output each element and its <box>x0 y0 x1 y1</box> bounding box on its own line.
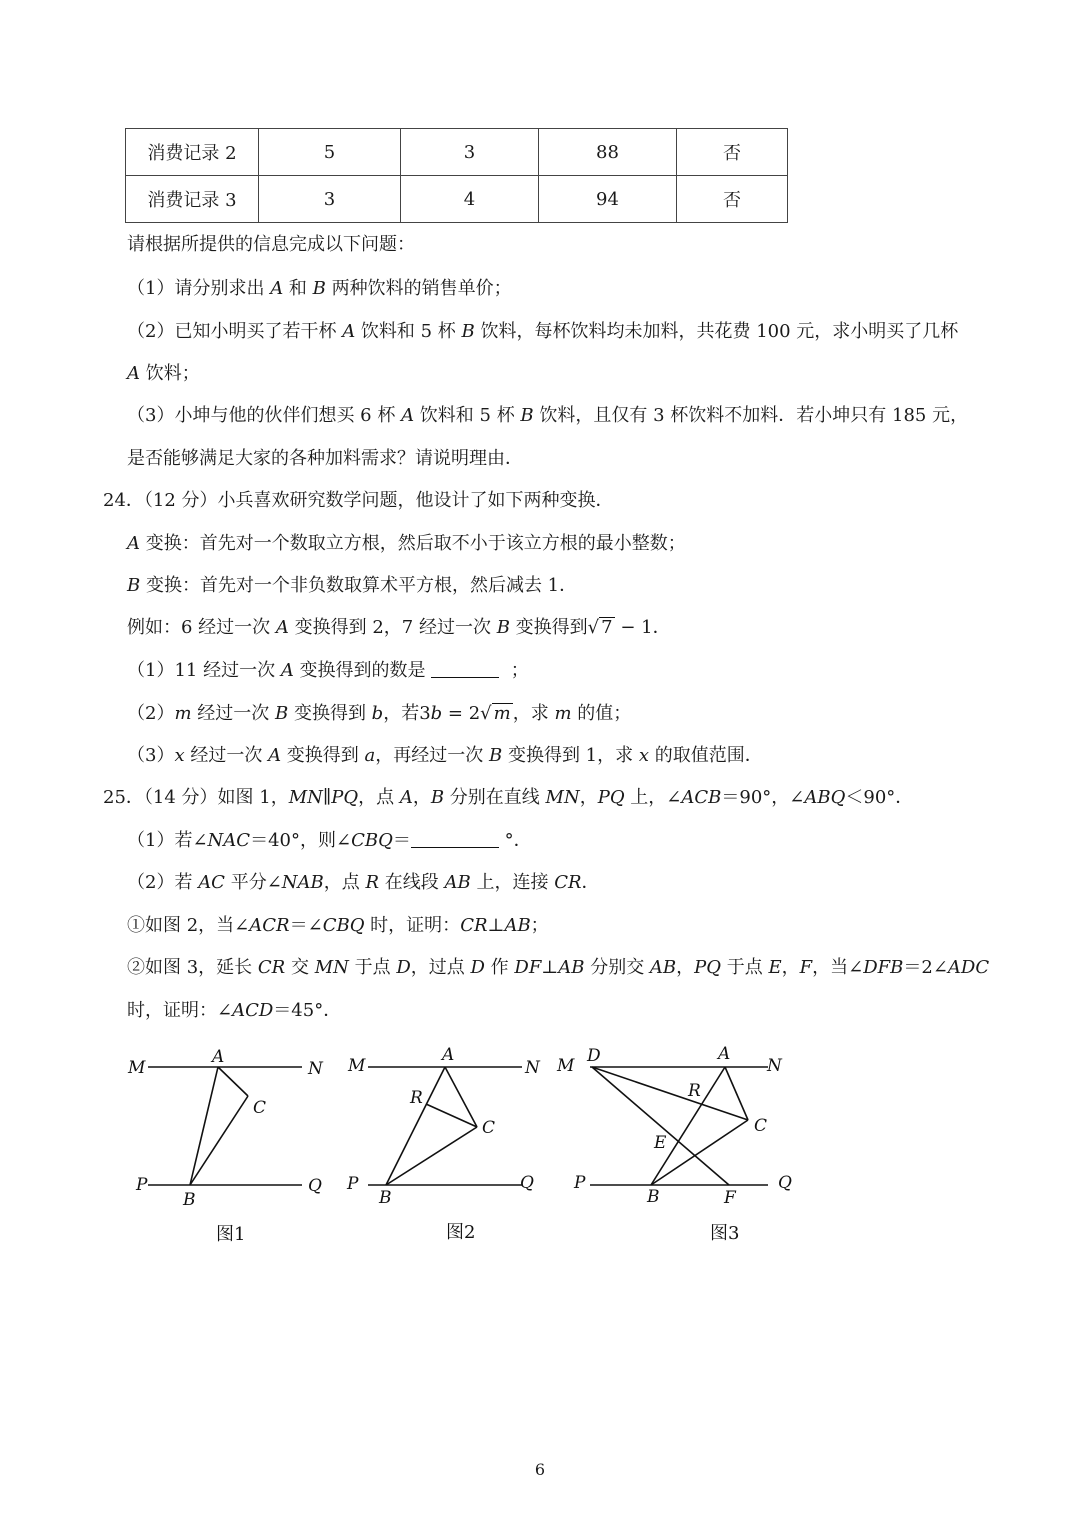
q24-example: 例如：6 经过一次 A 变换得到 2，7 经过一次 B 变换得到√ 7 − 1． <box>127 617 671 638</box>
label-B: B <box>647 1187 660 1207</box>
q23-intro: 请根据所提供的信息完成以下问题： <box>127 234 415 255</box>
label-C: C <box>482 1118 496 1138</box>
label-R: R <box>410 1088 423 1108</box>
label-C: C <box>754 1116 768 1136</box>
figure-caption: 图2 <box>446 1222 476 1243</box>
label-A: A <box>718 1044 731 1064</box>
q24-a-def: A 变换：首先对一个数取立方根，然后取不小于该立方根的最小整数； <box>127 533 686 554</box>
label-A: A <box>442 1045 455 1065</box>
label-A: A <box>212 1047 225 1067</box>
answer-blank[interactable] <box>431 659 499 678</box>
table-cell: 3 <box>259 176 401 223</box>
label-E: E <box>654 1133 667 1153</box>
q24-b-def: B 变换：首先对一个非负数取算术平方根，然后减去 1． <box>127 575 578 596</box>
label-D: D <box>587 1046 601 1066</box>
q24-part1: （1）11 经过一次 A 变换得到的数是 ； <box>127 660 529 681</box>
table-cell: 5 <box>259 129 401 176</box>
q23-part2: （2）已知小明买了若干杯 A 饮料和 5 杯 B 饮料，每杯饮料均未加料，共花费 100 元，求小明买了几杯 <box>127 321 959 342</box>
label-F: F <box>724 1188 736 1208</box>
label-R: R <box>688 1081 701 1101</box>
table-cell: 否 <box>677 176 788 223</box>
answer-blank[interactable] <box>411 829 499 848</box>
consumption-record-table <box>125 128 788 223</box>
q23-part2-cont: A 饮料； <box>127 363 200 384</box>
q23-part1: （1）请分别求出 A 和 B 两种饮料的销售单价； <box>127 278 512 299</box>
q24-part2: （2）m 经过一次 B 变换得到 b，若3b = 2√ m ，求 m 的值； <box>127 703 632 724</box>
q25-part2: （2）若 AC 平分∠NAB，点 R 在线段 AB 上，连接 CR． <box>127 872 600 893</box>
q25-part1: （1）若∠NAC＝40°，则∠CBQ＝ °． <box>127 830 532 851</box>
table-cell: 否 <box>677 129 788 176</box>
label-P: P <box>574 1173 586 1193</box>
q23-part3-cont: 是否能够满足大家的各种加料需求？请说明理由． <box>127 448 523 469</box>
table-cell: 4 <box>401 176 539 223</box>
label-Q: Q <box>520 1173 534 1193</box>
q25-sub2: ②如图 3，延长 CR 交 MN 于点 D，过点 D 作 DF⊥AB 分别交 AB，PQ 于点 E，F，当∠DFB＝2∠ADC <box>127 957 990 978</box>
label-Q: Q <box>308 1176 322 1196</box>
table-cell: 88 <box>539 129 677 176</box>
label-M: M <box>557 1056 575 1076</box>
q25-sub1: ①如图 2，当∠ACR＝∠CBQ 时，证明：CR⊥AB； <box>127 915 549 936</box>
label-N: N <box>767 1056 782 1076</box>
figure-caption: 图3 <box>710 1223 740 1244</box>
label-N: N <box>525 1058 540 1078</box>
label-B: B <box>379 1188 392 1208</box>
label-P: P <box>347 1174 359 1194</box>
q23-part3: （3）小坤与他的伙伴们想买 6 杯 A 饮料和 5 杯 B 饮料，且仅有 3 杯饮料不加料．若小坤只有 185 元， <box>127 405 969 426</box>
label-N: N <box>308 1059 323 1079</box>
label-Q: Q <box>778 1173 792 1193</box>
label-M: M <box>128 1058 146 1078</box>
table-cell: 消费记录 3 <box>126 176 259 223</box>
q25-head: 25．（14 分）如图 1，MN∥PQ，点 A，B 分别在直线 MN，PQ 上，∠ACB＝90°，∠ABQ＜90°． <box>103 787 914 808</box>
q24-head: 24．（12 分）小兵喜欢研究数学问题，他设计了如下两种变换． <box>103 490 614 511</box>
q25-sub2-cont: 时，证明：∠ACD＝45°． <box>127 1000 342 1021</box>
table-cell: 94 <box>539 176 677 223</box>
label-P: P <box>136 1175 148 1195</box>
label-B: B <box>183 1190 196 1210</box>
table-cell: 3 <box>401 129 539 176</box>
page-number: 6 <box>534 1460 546 1479</box>
q24-part3: （3）x 经过一次 A 变换得到 a，再经过一次 B 变换得到 1，求 x 的取值范围． <box>127 745 763 766</box>
figure-caption: 图1 <box>216 1224 246 1245</box>
geometry-figures <box>120 1040 820 1250</box>
table-row <box>126 176 788 223</box>
label-C: C <box>253 1098 267 1118</box>
label-M: M <box>348 1056 366 1076</box>
table-cell: 消费记录 2 <box>126 129 259 176</box>
table-row <box>126 129 788 176</box>
